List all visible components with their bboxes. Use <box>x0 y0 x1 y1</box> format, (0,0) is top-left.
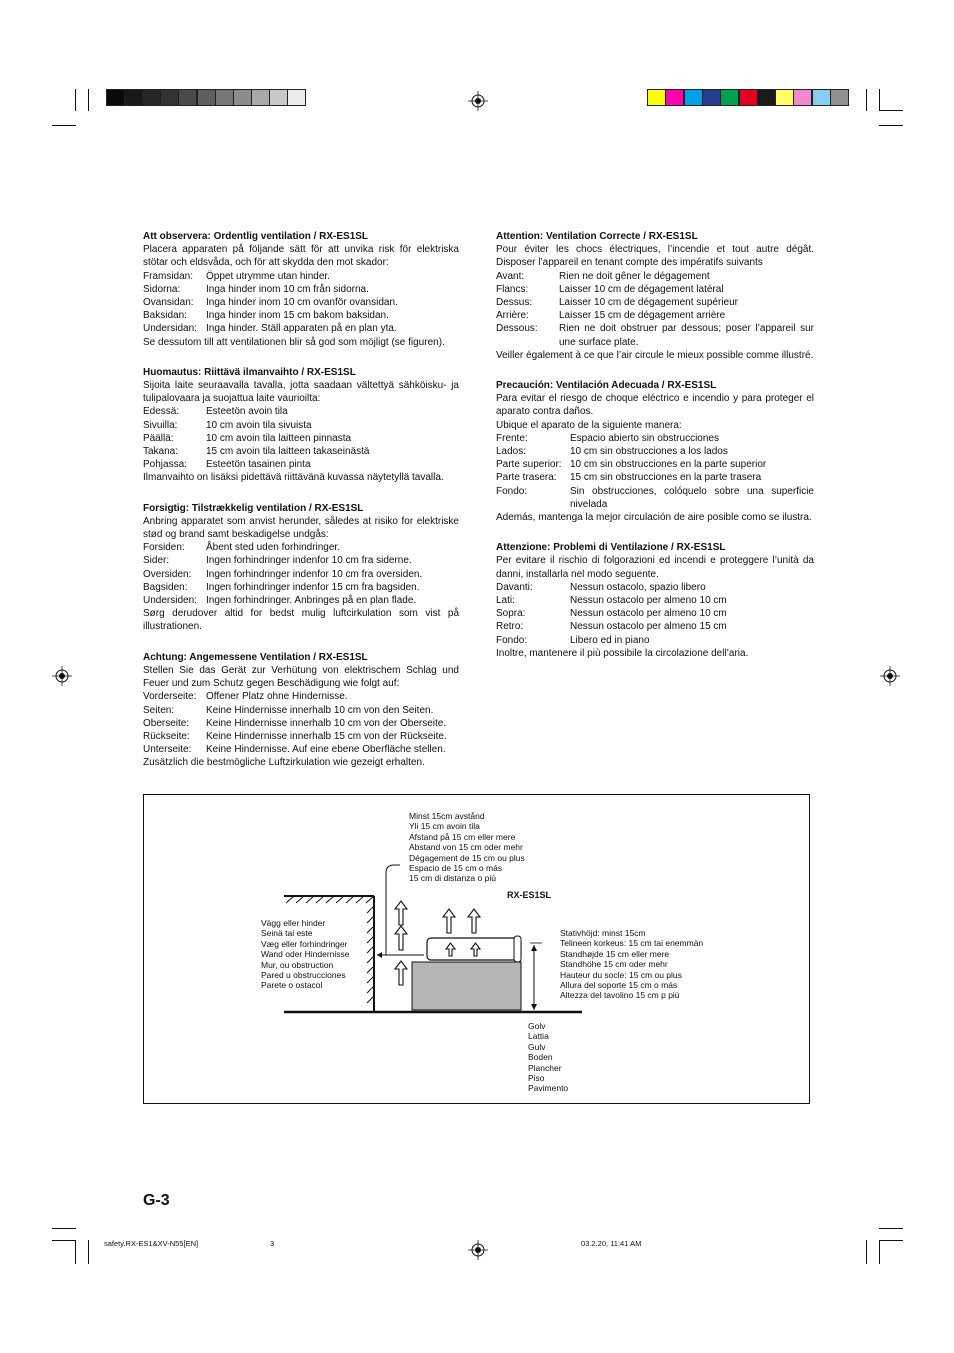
section-left-3-intro: Stellen Sie das Gerät zur Verhütung von elektrischem Schlag und Feuer und zum Schutz gegen Beschädigung wie folgt auf: <box>143 664 459 690</box>
section-left-1-row-key: Edessä: <box>143 406 180 418</box>
section-left-3-row-key: Oberseite: <box>143 717 190 729</box>
section-right-1-row <box>496 471 814 484</box>
section-left-0-row-key: Undersidan: <box>143 323 197 335</box>
section-right-2-row <box>496 620 814 633</box>
section-left-3-row <box>143 717 459 730</box>
section-left-2-row-key: Undersiden: <box>143 595 197 607</box>
section-left-2-row-value: Ingen forhindringer indenfor 10 cm fra oversiden. <box>206 568 423 580</box>
section-right-1-row <box>496 485 814 511</box>
wall-line: Vägg eller hinder <box>261 918 326 928</box>
stand-height-line: Allura del soporte 15 cm o más <box>560 980 678 991</box>
wall-line: Parete o ostacol <box>261 980 323 991</box>
floor-label <box>528 1021 568 1094</box>
process-color-swatch <box>702 89 721 106</box>
section-right-1-row-key: Parte trasera: <box>496 472 557 484</box>
section-left-1-row-key: Päällä: <box>143 432 174 444</box>
section-left-2-intro: Anbring apparatet som anvist herunder, således at risiko for elektriske stød og brand samt beskadigelse undgås: <box>143 515 459 541</box>
section-right-2-row <box>496 607 814 620</box>
grayscale-swatch <box>124 89 143 106</box>
grayscale-swatch <box>215 89 234 106</box>
section-right-1-row <box>496 445 814 458</box>
section-left-1-row-value: Esteetön avoin tila <box>206 406 288 418</box>
top-clearance-line: Afstand på 15 cm eller mere <box>409 831 516 842</box>
section-right-1-row-value: 15 cm sin obstrucciones en la parte trasera <box>570 472 762 484</box>
section-left-0-row <box>143 270 459 283</box>
section-left-3-row-value: Keine Hindernisse innerhalb 15 cm von der Rückseite. <box>206 730 447 742</box>
top-clearance-line: Abstand von 15 cm oder mehr <box>409 842 523 853</box>
section-right-0-row-key: Flancs: <box>496 283 529 295</box>
section-left-2-row <box>143 581 459 594</box>
section-left-0-row <box>143 322 459 335</box>
section-left-1-row-value: 15 cm avoin tila laitteen takaseinästä <box>206 446 370 458</box>
wall-line: Pared u obstrucciones <box>261 970 346 981</box>
section-left-1-row <box>143 419 459 432</box>
section-left-3-row <box>143 704 459 717</box>
section-left-0-row-key: Framsidan: <box>143 270 194 282</box>
section-left-0-row-value: Inga hinder inom 10 cm från sidorna. <box>206 283 369 295</box>
floor-line-label: Piso <box>528 1073 545 1084</box>
model-label: RX-ES1SL <box>507 890 552 900</box>
grayscale-swatch <box>142 89 161 106</box>
grayscale-swatch <box>197 89 216 106</box>
section-right-0-row <box>496 283 814 296</box>
floor-line-label: Plancher <box>528 1062 562 1073</box>
section-right-1-row-value: 10 cm sin obstrucciones en la parte superior <box>570 459 767 471</box>
top-clearance-line: Minst 15cm avstånd <box>409 811 485 821</box>
section-left-2-row-key: Bagsiden: <box>143 581 188 593</box>
right-column <box>496 230 814 660</box>
section-left-0-row <box>143 309 459 322</box>
stand-height-line: Standhøjde 15 cm eller mere <box>560 948 670 959</box>
section-left-2-row <box>143 568 459 581</box>
grayscale-swatch <box>160 89 179 106</box>
section-left-1-row-key: Pohjassa: <box>143 459 187 471</box>
section-left-2-outro: Sørg derudover altid for bedst mulig luftcirkulation som vist på illustrationen. <box>143 608 459 633</box>
grayscale-swatch <box>178 89 197 106</box>
grayscale-swatch <box>233 89 252 106</box>
section-right-1-row-key: Parte superior: <box>496 459 562 471</box>
section-spanish <box>496 379 814 524</box>
stand-height-line: Hauteur du socle: 15 cm ou plus <box>560 969 682 980</box>
section-left-0-row <box>143 296 459 309</box>
section-right-1-row-value: Espacio abierto sin obstrucciones <box>570 432 719 444</box>
footer-date: 03.2.20, 11:41 AM <box>581 1239 642 1248</box>
wall-line: Seinä tai este <box>261 928 313 939</box>
grayscale-swatch <box>251 89 270 106</box>
section-left-0-row <box>143 283 459 296</box>
section-left-3-row-value: Keine Hindernisse innerhalb 10 cm von den Seiten. <box>206 704 434 716</box>
process-color-swatch <box>665 89 684 106</box>
section-right-1-row-value: 10 cm sin obstrucciones a los lados <box>570 446 728 458</box>
floor-line-label: Lattia <box>528 1031 549 1042</box>
process-color-swatch <box>757 89 776 106</box>
section-left-0-row-value: Inga hinder inom 15 cm bakom baksidan. <box>206 310 389 322</box>
top-clearance-label <box>409 811 525 884</box>
wall-line: Mur, ou obstruction <box>261 959 334 970</box>
section-left-1-row <box>143 432 459 445</box>
page-number: G-3 <box>143 1192 170 1209</box>
section-left-2-row-key: Forsiden: <box>143 542 185 554</box>
section-right-0-row <box>496 322 814 348</box>
section-right-2-row-key: Lati: <box>496 595 515 607</box>
section-left-0-intro: Placera apparaten på följande sätt för att unvika risk för elektriska stötar och eldsvåda, och för att skydda den mot skador: <box>143 244 459 269</box>
section-left-3-row <box>143 690 459 703</box>
section-left-1-outro: Ilmanvaihto on lisäksi pidettävä riittävänä kuvassa näytetyllä tavalla. <box>143 472 444 484</box>
stand-height-label <box>560 928 703 1001</box>
grayscale-swatch <box>287 89 306 106</box>
process-color-swatch <box>739 89 758 106</box>
section-right-2-row-value: Nessun ostacolo per almeno 10 cm <box>570 608 727 620</box>
section-left-1-row <box>143 458 459 471</box>
section-right-2-outro: Inoltre, mantenere il più possibile la circolazione dell’aria. <box>496 647 749 659</box>
section-left-0-outro: Se dessutom till att ventilationen blir så god som möjligt (se figuren). <box>143 336 445 348</box>
section-right-2-intro: Per evitare il rischio di folgorazioni ed incendi e proteggere l’unità da danni, installarla nel modo seguente. <box>496 555 814 580</box>
section-right-1-outro: Además, mantenga la mejor circulación de aire posible como se ilustra. <box>496 512 812 524</box>
section-left-0-row-value: Inga hinder. Ställ apparaten på en plan yta. <box>206 323 397 335</box>
section-left-3-row <box>143 743 459 756</box>
section-right-0-row-key: Avant: <box>496 270 525 282</box>
section-right-0-row-value: Rien ne doit obstruer par dessous; poser l’appareil sur une surface plate. <box>559 323 814 348</box>
section-right-1-intro: Para evitar el riesgo de choque eléctrico e incendio y para proteger el aparato contra daños. <box>496 393 814 418</box>
section-italian <box>496 541 814 660</box>
section-right-2-row-key: Sopra: <box>496 608 526 620</box>
section-left-1-intro: Sijoita laite seuraavalla tavalla, jotta saadaan vältettyä sähköisku- ja tulipalovaara ja suojattua laite vaurioilta: <box>143 380 459 405</box>
section-right-1-row <box>496 458 814 471</box>
section-right-1-row-key: Frente: <box>496 432 528 444</box>
top-clearance-line: Dégagement de 15 cm ou plus <box>409 852 525 863</box>
section-left-0-row-value: Inga hinder inom 10 cm ovanför ovansidan. <box>206 297 398 309</box>
section-left-3-row-key: Unterseite: <box>143 744 192 756</box>
wall-label <box>261 918 350 991</box>
section-right-0-row-key: Arrière: <box>496 310 529 322</box>
left-column <box>143 230 459 770</box>
floor-line-label: Boden <box>528 1052 553 1063</box>
stand <box>412 962 521 1010</box>
section-left-2-row-value: Ingen forhindringer indenfor 10 cm fra siderne. <box>206 555 412 567</box>
section-right-2-row <box>496 634 814 647</box>
section-right-0-row <box>496 309 814 322</box>
section-left-3-outro: Zusätzlich die bestmögliche Luftzirkulation wie gezeigt erhalten. <box>143 757 425 769</box>
section-swedish <box>143 230 459 349</box>
section-left-3-row-key: Seiten: <box>143 704 175 716</box>
section-right-2-row <box>496 581 814 594</box>
section-right-0-row-key: Dessous: <box>496 323 538 335</box>
process-color-swatch <box>812 89 831 106</box>
section-left-0-row-key: Ovansidan: <box>143 297 194 309</box>
section-left-1-row <box>143 405 459 418</box>
process-color-swatch <box>684 89 703 106</box>
section-right-1-row-key: Lados: <box>496 446 527 458</box>
top-clearance-line: 15 cm di distanza o più <box>409 873 496 884</box>
section-left-1-row-key: Sivuilla: <box>143 419 178 431</box>
section-right-0-row-value: Laisser 15 cm de dégagement arrière <box>559 310 726 322</box>
section-right-0-row-key: Dessus: <box>496 297 533 309</box>
section-left-2-row <box>143 541 459 554</box>
section-left-3-row-key: Vorderseite: <box>143 691 197 703</box>
wall-line: Væg eller forhindringer <box>261 938 348 949</box>
section-right-1-row <box>496 432 814 445</box>
section-right-0-intro: Pour éviter les chocs électriques, l’incendie et tout autre dégât. Disposer l’appareil en tenant compte des impératifs suivants <box>496 244 814 269</box>
section-left-2-heading: Forsigtig: Tilstrækkelig ventilation / RX-ES1SL <box>143 502 364 514</box>
registration-mark-right <box>880 666 900 686</box>
registration-mark-bottom <box>468 1240 488 1260</box>
top-clearance-line: Espacio de 15 cm o más <box>409 863 503 874</box>
section-right-2-heading: Attenzione: Problemi di Ventilazione / RX-ES1SL <box>496 542 726 554</box>
section-left-1-row <box>143 445 459 458</box>
section-right-0-outro: Veiller également à ce que l’air circule le mieux possible comme illustré. <box>496 349 814 361</box>
section-left-0-heading: Att observera: Ordentlig ventilation / RX-ES1SL <box>143 231 369 242</box>
process-color-swatch <box>775 89 794 106</box>
grayscale-swatch <box>106 89 125 106</box>
section-right-0-heading: Attention: Ventilation Correcte / RX-ES1SL <box>496 231 698 242</box>
ventilation-diagram <box>143 794 810 1104</box>
section-danish <box>143 502 459 634</box>
grayscale-swatch <box>269 89 288 106</box>
section-left-2-row-key: Oversiden: <box>143 568 192 580</box>
section-left-1-row-value: Esteetön tasainen pinta <box>206 459 311 471</box>
registration-mark-top <box>468 91 488 111</box>
section-left-3-row-value: Keine Hindernisse innerhalb 10 cm von der Oberseite. <box>206 717 447 729</box>
section-left-2-row-value: Ingen forhindringer indenfor 15 cm fra bagsiden. <box>206 581 420 593</box>
floor-line-label: Golv <box>528 1021 546 1031</box>
section-right-2-row-value: Nessun ostacolo per almeno 10 cm <box>570 595 727 607</box>
section-left-1-heading: Huomautus: Riittävä ilmanvaihto / RX-ES1SL <box>143 366 356 378</box>
section-right-2-row-value: Nessun ostacolo, spazio libero <box>570 581 706 593</box>
section-right-1-intro2: Ubique el aparato de la siguiente manera: <box>496 419 682 431</box>
stand-height-line: Stativhöjd: minst 15cm <box>560 928 646 938</box>
section-left-2-row <box>143 594 459 607</box>
footer-page: 3 <box>270 1239 275 1248</box>
section-right-2-row-value: Libero ed in piano <box>570 634 650 646</box>
section-left-3-heading: Achtung: Angemessene Ventilation / RX-ES1SL <box>143 651 368 663</box>
section-right-0-row <box>496 296 814 309</box>
section-left-2-row <box>143 554 459 567</box>
section-left-3-row-value: Keine Hindernisse. Auf eine ebene Oberfläche stellen. <box>206 744 446 756</box>
process-color-swatch <box>647 89 666 106</box>
section-right-0-row-value: Laisser 10 cm de dégagement latéral <box>559 283 724 295</box>
registration-mark-left <box>52 666 72 686</box>
process-color-swatch <box>793 89 812 106</box>
section-right-1-heading: Precaución: Ventilación Adecuada / RX-ES1SL <box>496 380 717 392</box>
section-finnish <box>143 366 459 485</box>
process-color-swatch <box>720 89 739 106</box>
section-left-0-row-key: Baksidan: <box>143 310 187 322</box>
floor-line-label: Gulv <box>528 1041 546 1052</box>
section-left-2-row-key: Sider: <box>143 555 170 567</box>
process-color-swatch <box>830 89 849 106</box>
stand-height-line: Telineen korkeus: 15 cm tai enemmän <box>560 938 704 949</box>
footer-file: safety.RX-ES1&XV-N55[EN] <box>104 1239 199 1248</box>
section-left-1-row-key: Takana: <box>143 446 179 458</box>
stand-height-line: Altezza del tavolino 15 cm p più <box>560 990 680 1001</box>
section-right-1-row-key: Fondo: <box>496 485 528 497</box>
top-clearance-line: Yli 15 cm avoin tila <box>409 821 480 832</box>
section-left-0-row-value: Öppet utrymme utan hinder. <box>206 270 330 282</box>
section-left-3-row-key: Rückseite: <box>143 730 190 742</box>
section-right-1-row-value: Sin obstrucciones, colóquelo sobre una superficie nivelada <box>570 485 814 510</box>
section-right-2-row-key: Davanti: <box>496 581 533 593</box>
section-left-2-row-value: Åbent sted uden forhindringer. <box>206 542 340 554</box>
section-right-0-row-value: Rien ne doit gêner le dégagement <box>559 270 710 282</box>
wall-line: Wand oder Hindernisse <box>261 949 350 960</box>
section-left-1-row-value: 10 cm avoin tila laitteen pinnasta <box>206 432 352 444</box>
section-right-0-row-value: Laisser 10 cm de dégagement supérieur <box>559 297 738 309</box>
section-right-2-row <box>496 594 814 607</box>
section-left-2-row-value: Ingen forhindringer. Anbringes på en plan flade. <box>206 595 417 607</box>
stand-height-line: Standhöhe 15 cm oder mehr <box>560 959 668 970</box>
section-left-0-row-key: Sidorna: <box>143 283 181 295</box>
section-german <box>143 651 459 770</box>
section-right-2-row-value: Nessun ostacolo per almeno 15 cm <box>570 621 727 633</box>
section-left-3-row <box>143 730 459 743</box>
section-french <box>496 230 814 362</box>
floor-line-label: Pavimento <box>528 1083 569 1094</box>
section-right-2-row-key: Retro: <box>496 621 524 633</box>
section-right-0-row <box>496 270 814 283</box>
section-left-3-row-value: Offener Platz ohne Hindernisse. <box>206 691 348 703</box>
section-right-2-row-key: Fondo: <box>496 634 528 646</box>
section-left-1-row-value: 10 cm avoin tila sivuista <box>206 419 312 431</box>
